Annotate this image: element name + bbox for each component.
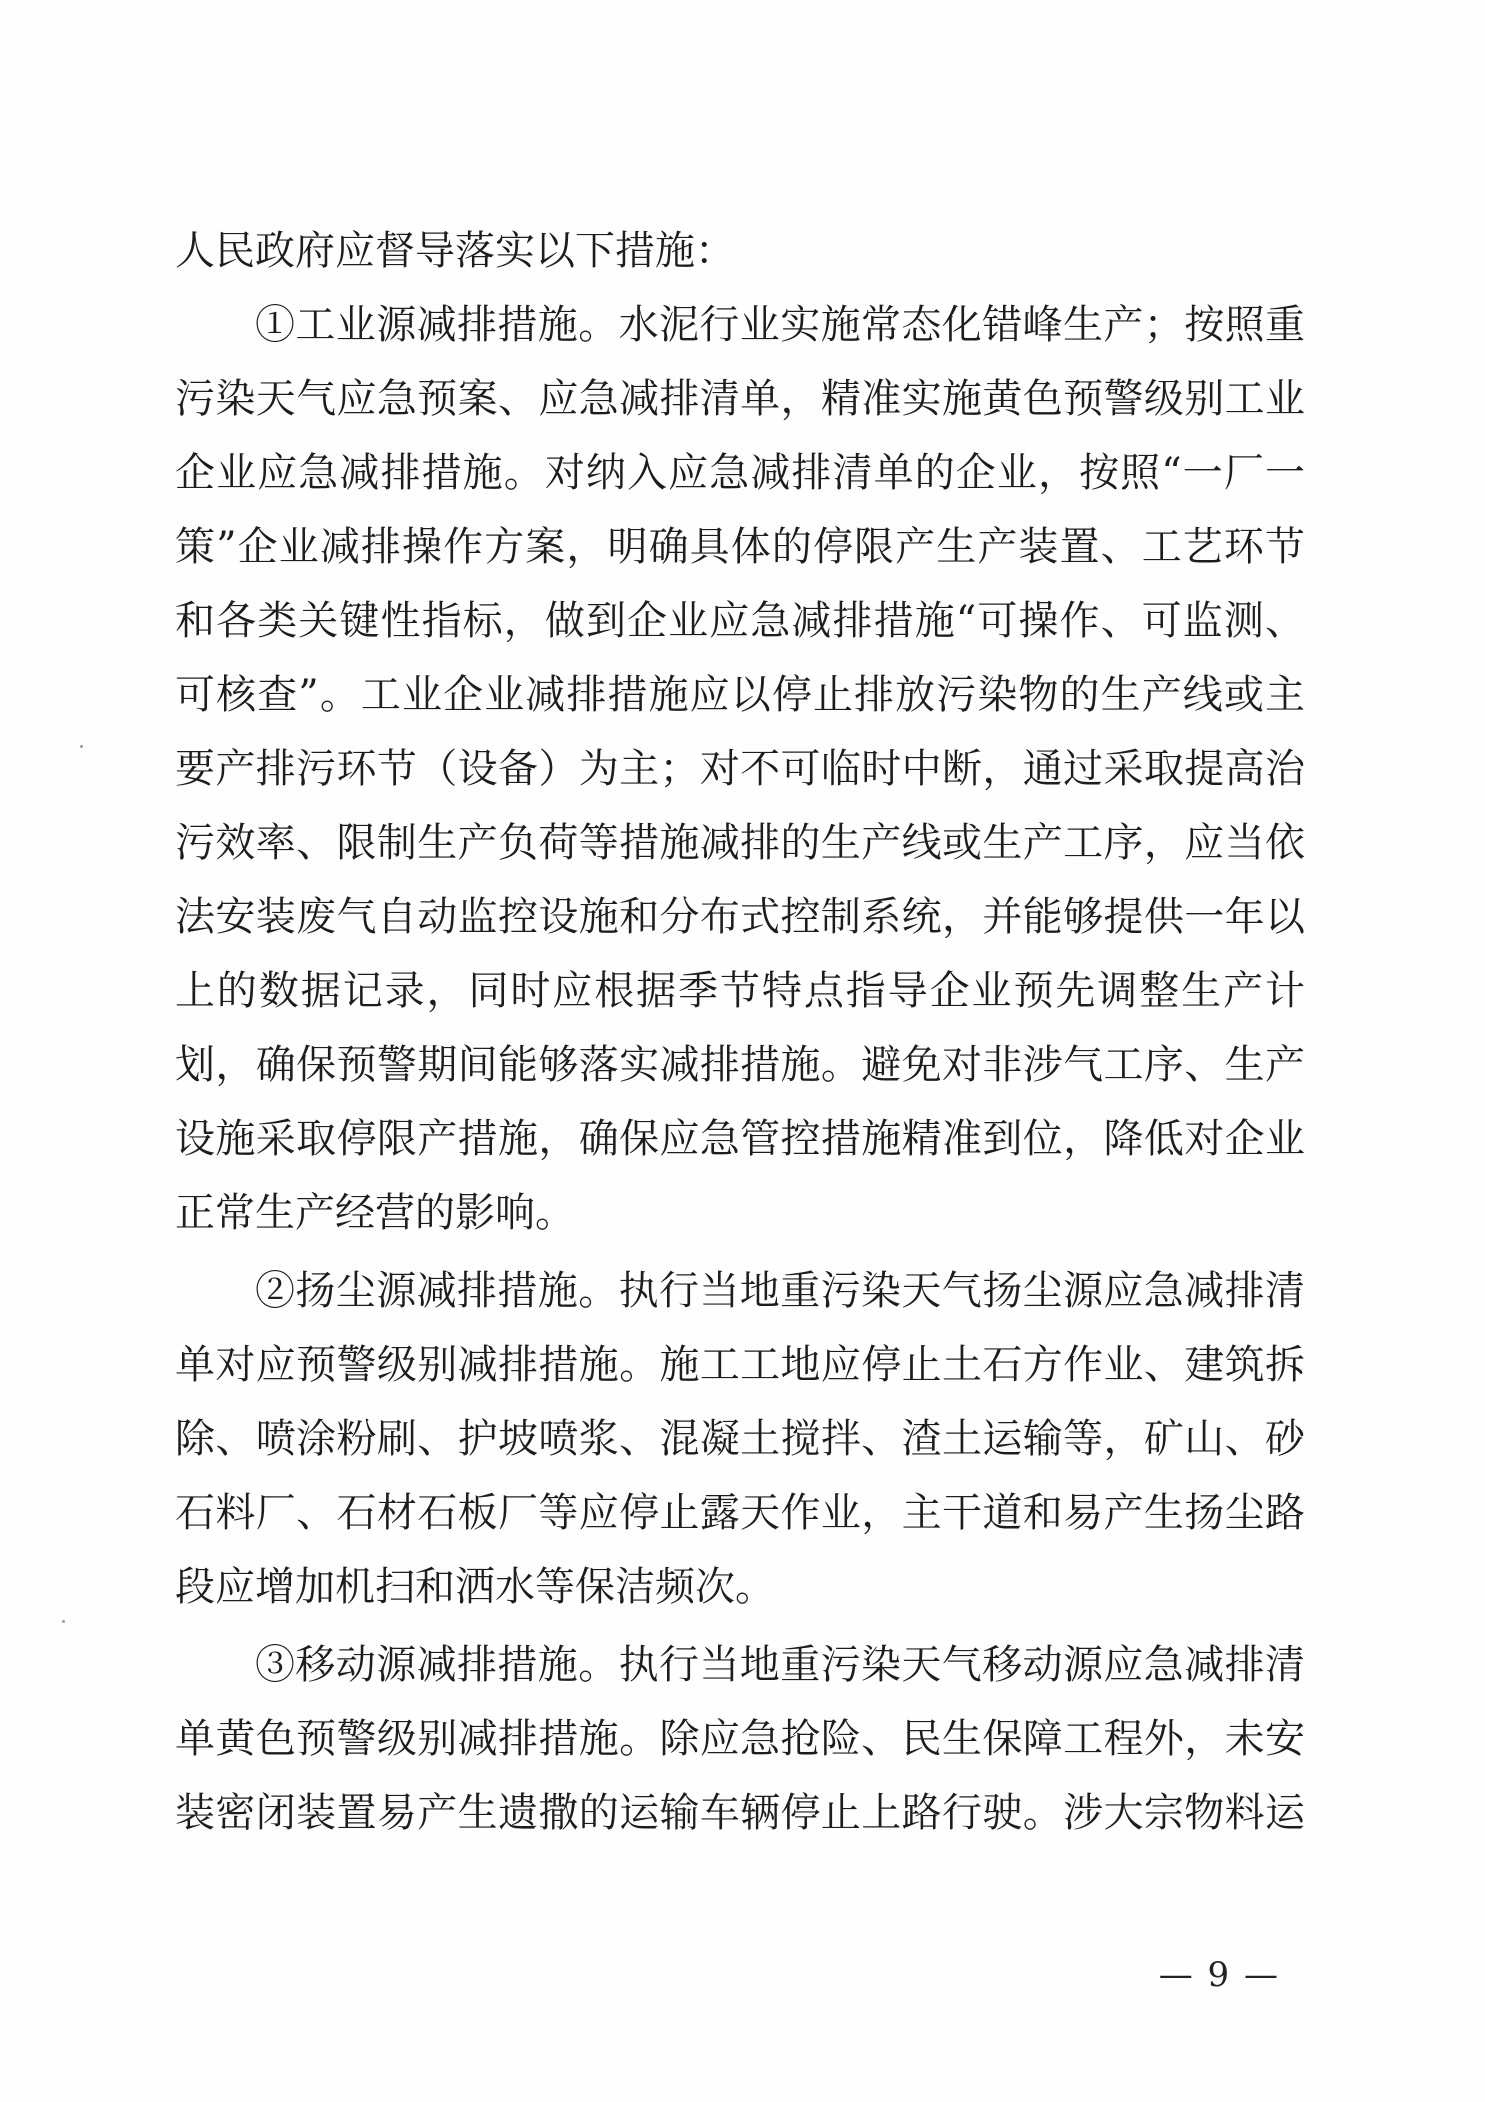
paragraph-line: 装密闭装置易产生遗撒的运输车辆停止上路行驶。涉大宗物料运 [175,1790,1305,1836]
paragraph-line: 企业应急减排措施。对纳入应急减排清单的企业，按照“一厂一 [175,450,1305,496]
paragraph-line: 划，确保预警期间能够落实减排措施。避免对非涉气工序、生产 [175,1042,1305,1088]
paragraph-line: 人民政府应督导落实以下措施： [175,228,735,274]
paragraph-line: ③移动源减排措施。执行当地重污染天气移动源应急减排清 [255,1642,1305,1688]
paragraph-line: 正常生产经营的影响。 [175,1190,575,1236]
paragraph-line: 和各类关键性指标，做到企业应急减排措施“可操作、可监测、 [175,598,1305,644]
paragraph-line: 法安装废气自动监控设施和分布式控制系统，并能够提供一年以 [175,894,1305,940]
paragraph-line: 设施采取停限产措施，确保应急管控措施精准到位，降低对企业 [175,1116,1305,1162]
body-text [175,214,1305,1850]
paragraph-line: 上的数据记录，同时应根据季节特点指导企业预先调整生产计 [175,968,1305,1014]
paragraph-line: 策”企业减排操作方案，明确具体的停限产生产装置、工艺环节 [175,524,1305,570]
paragraph-line: 石料厂、石材石板厂等应停止露天作业，主干道和易产生扬尘路 [175,1490,1305,1536]
paragraph-line: 段应增加机扫和洒水等保洁频次。 [175,1564,775,1610]
paragraph-line: ②扬尘源减排措施。执行当地重污染天气扬尘源应急减排清 [255,1268,1305,1314]
page-number: — 9 — [1158,1955,1280,1995]
paragraph-line: 要产排污环节（设备）为主；对不可临时中断，通过采取提高治 [175,746,1305,792]
scan-speck [80,745,83,748]
paragraph-line: 除、喷涂粉刷、护坡喷浆、混凝土搅拌、渣土运输等，矿山、砂 [175,1416,1305,1462]
paragraph-line: 单黄色预警级别减排措施。除应急抢险、民生保障工程外，未安 [175,1716,1305,1762]
paragraph-line: 可核查”。工业企业减排措施应以停止排放污染物的生产线或主 [175,672,1305,718]
paragraph-line: 单对应预警级别减排措施。施工工地应停止土石方作业、建筑拆 [175,1342,1305,1388]
paragraph-line: 污染天气应急预案、应急减排清单，精准实施黄色预警级别工业 [175,376,1305,422]
paragraph-line: ①工业源减排措施。水泥行业实施常态化错峰生产；按照重 [255,302,1305,348]
scan-speck [62,1620,65,1623]
paragraph-line: 污效率、限制生产负荷等措施减排的生产线或生产工序，应当依 [175,820,1305,866]
